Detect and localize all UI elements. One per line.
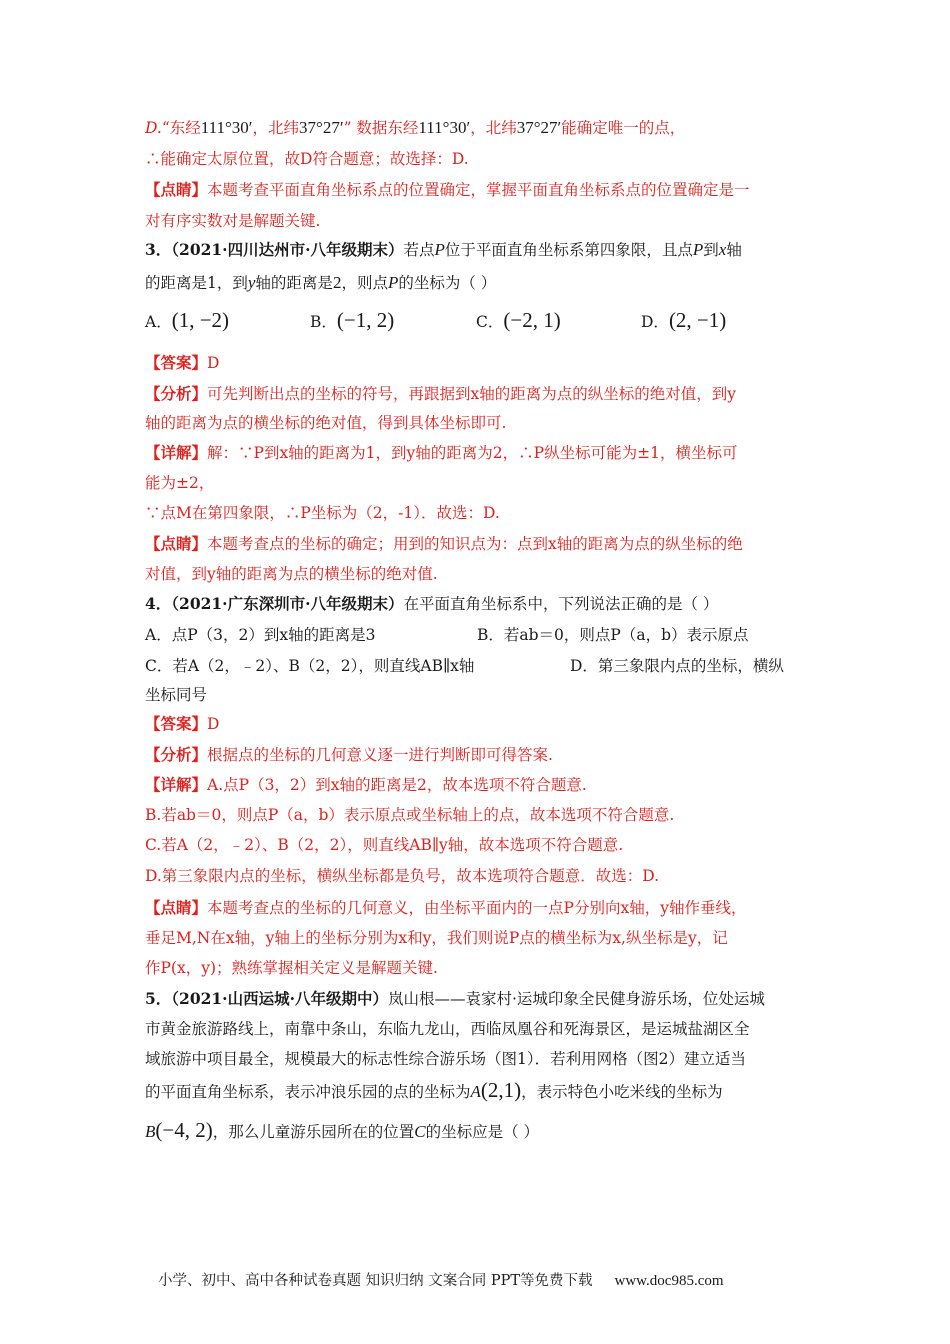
point-note-4: 【点睛】本题考查点的坐标的几何意义，由坐标平面内的一点P分别向x轴，y轴作垂线， bbox=[145, 898, 747, 917]
question-5-stem-4: 的平面直角坐标系，表示冲浪乐园的点的坐标为A(2,1)，表示特色小吃米线的坐标为 bbox=[145, 1078, 723, 1102]
point-note-4-cont: 垂足M,N在x轴，y轴上的坐标分别为x和y，我们则说P点的横坐标为x,纵坐标是y，记 bbox=[145, 929, 728, 947]
answer-line-d: D.“东经111°30′，北纬37°27′” 数据东经111°30′，北纬37°27′能确定唯一的点， bbox=[145, 118, 686, 137]
analysis-3-cont: 轴的距离为点的横坐标的绝对值，得到具体坐标即可. bbox=[145, 414, 507, 432]
detail-4-b: B.若ab＝0，则点P（a，b）表示原点或坐标轴上的点，故本选项不符合题意. bbox=[145, 806, 675, 824]
question-5-stem: 5．（2021·山西运城·八年级期中）岚山根——袁家村·运城印象全民健身游乐场，位处运城 bbox=[145, 989, 765, 1008]
option-3-c[interactable]: C．(−2, 1) bbox=[476, 308, 561, 332]
point-note-1: 【点睛】本题考查平面直角坐标系点的位置确定，掌握平面直角坐标系点的位置确定是一 bbox=[145, 180, 750, 199]
answer-4: 【答案】D bbox=[145, 714, 220, 733]
page-footer bbox=[158, 1269, 724, 1290]
question-3-stem-cont: 的距离是1，到y轴的距离是2，则点P的坐标为（ ） bbox=[145, 273, 497, 292]
option-4-c[interactable]: C．若A（2，﹣2）、B（2，2），则直线AB∥x轴 bbox=[145, 657, 475, 675]
question-4-source: 4．（2021·广东深圳市·八年级期末） bbox=[145, 594, 404, 613]
footer-text: 小学、初中、高中各种试卷真题 知识归纳 文案合同 PPT等免费下载 bbox=[158, 1273, 593, 1289]
option-4-a[interactable]: A．点P（3，2）到x轴的距离是3 bbox=[145, 626, 376, 644]
option-4-d[interactable]: D．第三象限内点的坐标，横纵 bbox=[570, 657, 784, 675]
point-note-1-cont: 对有序实数对是解题关键. bbox=[145, 212, 321, 230]
option-3-d[interactable]: D．(2, −1) bbox=[641, 308, 727, 332]
footer-link[interactable]: www.doc985.com bbox=[614, 1273, 724, 1289]
question-3-stem: 3．（2021·四川达州市·八年级期末）若点P位于平面直角坐标系第四象限，且点P到x轴 bbox=[145, 240, 742, 259]
question-5-stem-3: 域旅游中项目最全，规模最大的标志性综合游乐场（图1）．若利用网格（图2）建立适当 bbox=[145, 1050, 746, 1068]
detail-3-cont-2: ∵点M在第四象限，∴P坐标为（2，-1）．故选：D. bbox=[145, 504, 500, 522]
option-4-b[interactable]: B．若ab＝0，则点P（a，b）表示原点 bbox=[477, 626, 749, 644]
question-5-stem-2: 市黄金旅游路线上，南靠中条山，东临九龙山，西临凤凰谷和死海景区，是运城盐湖区全 bbox=[145, 1020, 750, 1038]
option-3-b[interactable]: B．(−1, 2) bbox=[310, 308, 395, 332]
point-note-3-cont: 对值，到y轴的距离为点的横坐标的绝对值. bbox=[145, 565, 438, 583]
detail-4-c: C.若A（2，﹣2）、B（2，2），则直线AB∥y轴，故本选项不符合题意. bbox=[145, 836, 624, 854]
detail-4: 【详解】A.点P（3，2）到x轴的距离是2，故本选项不符合题意. bbox=[145, 775, 587, 794]
detail-3-cont: 能为±2， bbox=[145, 474, 215, 492]
point-note-4-cont-2: 作P(x，y)；熟练掌握相关定义是解题关键. bbox=[145, 959, 438, 977]
analysis-4: 【分析】根据点的坐标的几何意义逐一进行判断即可得答案. bbox=[145, 745, 553, 764]
question-5-stem-5: B(−4, 2)，那么儿童游乐园所在的位置C的坐标应是（ ） bbox=[145, 1118, 540, 1142]
analysis-3: 【分析】可先判断出点的坐标的符号，再跟据到x轴的距离为点的纵坐标的绝对值，到y bbox=[145, 384, 737, 403]
option-d-label: D. bbox=[145, 119, 162, 137]
detail-4-d: D.第三象限内点的坐标，横纵坐标都是负号，故本选项符合题意．故选：D. bbox=[145, 867, 660, 885]
option-3-a[interactable]: A．(1, −2) bbox=[145, 308, 230, 332]
answer-3: 【答案】D bbox=[145, 353, 220, 372]
point-note-3: 【点睛】本题考查点的坐标的确定；用到的知识点为：点到x轴的距离为点的纵坐标的绝 bbox=[145, 534, 743, 553]
question-5-source: 5．（2021·山西运城·八年级期中） bbox=[145, 989, 388, 1008]
option-4-d-cont: 坐标同号 bbox=[145, 686, 208, 704]
detail-3: 【详解】解：∵P到x轴的距离为1，到y轴的距离为2，∴P纵坐标可能为±1，横坐标可 bbox=[145, 443, 738, 462]
question-3-source: 3．（2021·四川达州市·八年级期末） bbox=[145, 240, 404, 259]
question-4-stem: 4．（2021·广东深圳市·八年级期末）在平面直角坐标系中，下列说法正确的是（ ） bbox=[145, 594, 719, 613]
conclusion-line: ∴能确定太原位置，故D符合题意；故选择：D. bbox=[145, 150, 469, 168]
